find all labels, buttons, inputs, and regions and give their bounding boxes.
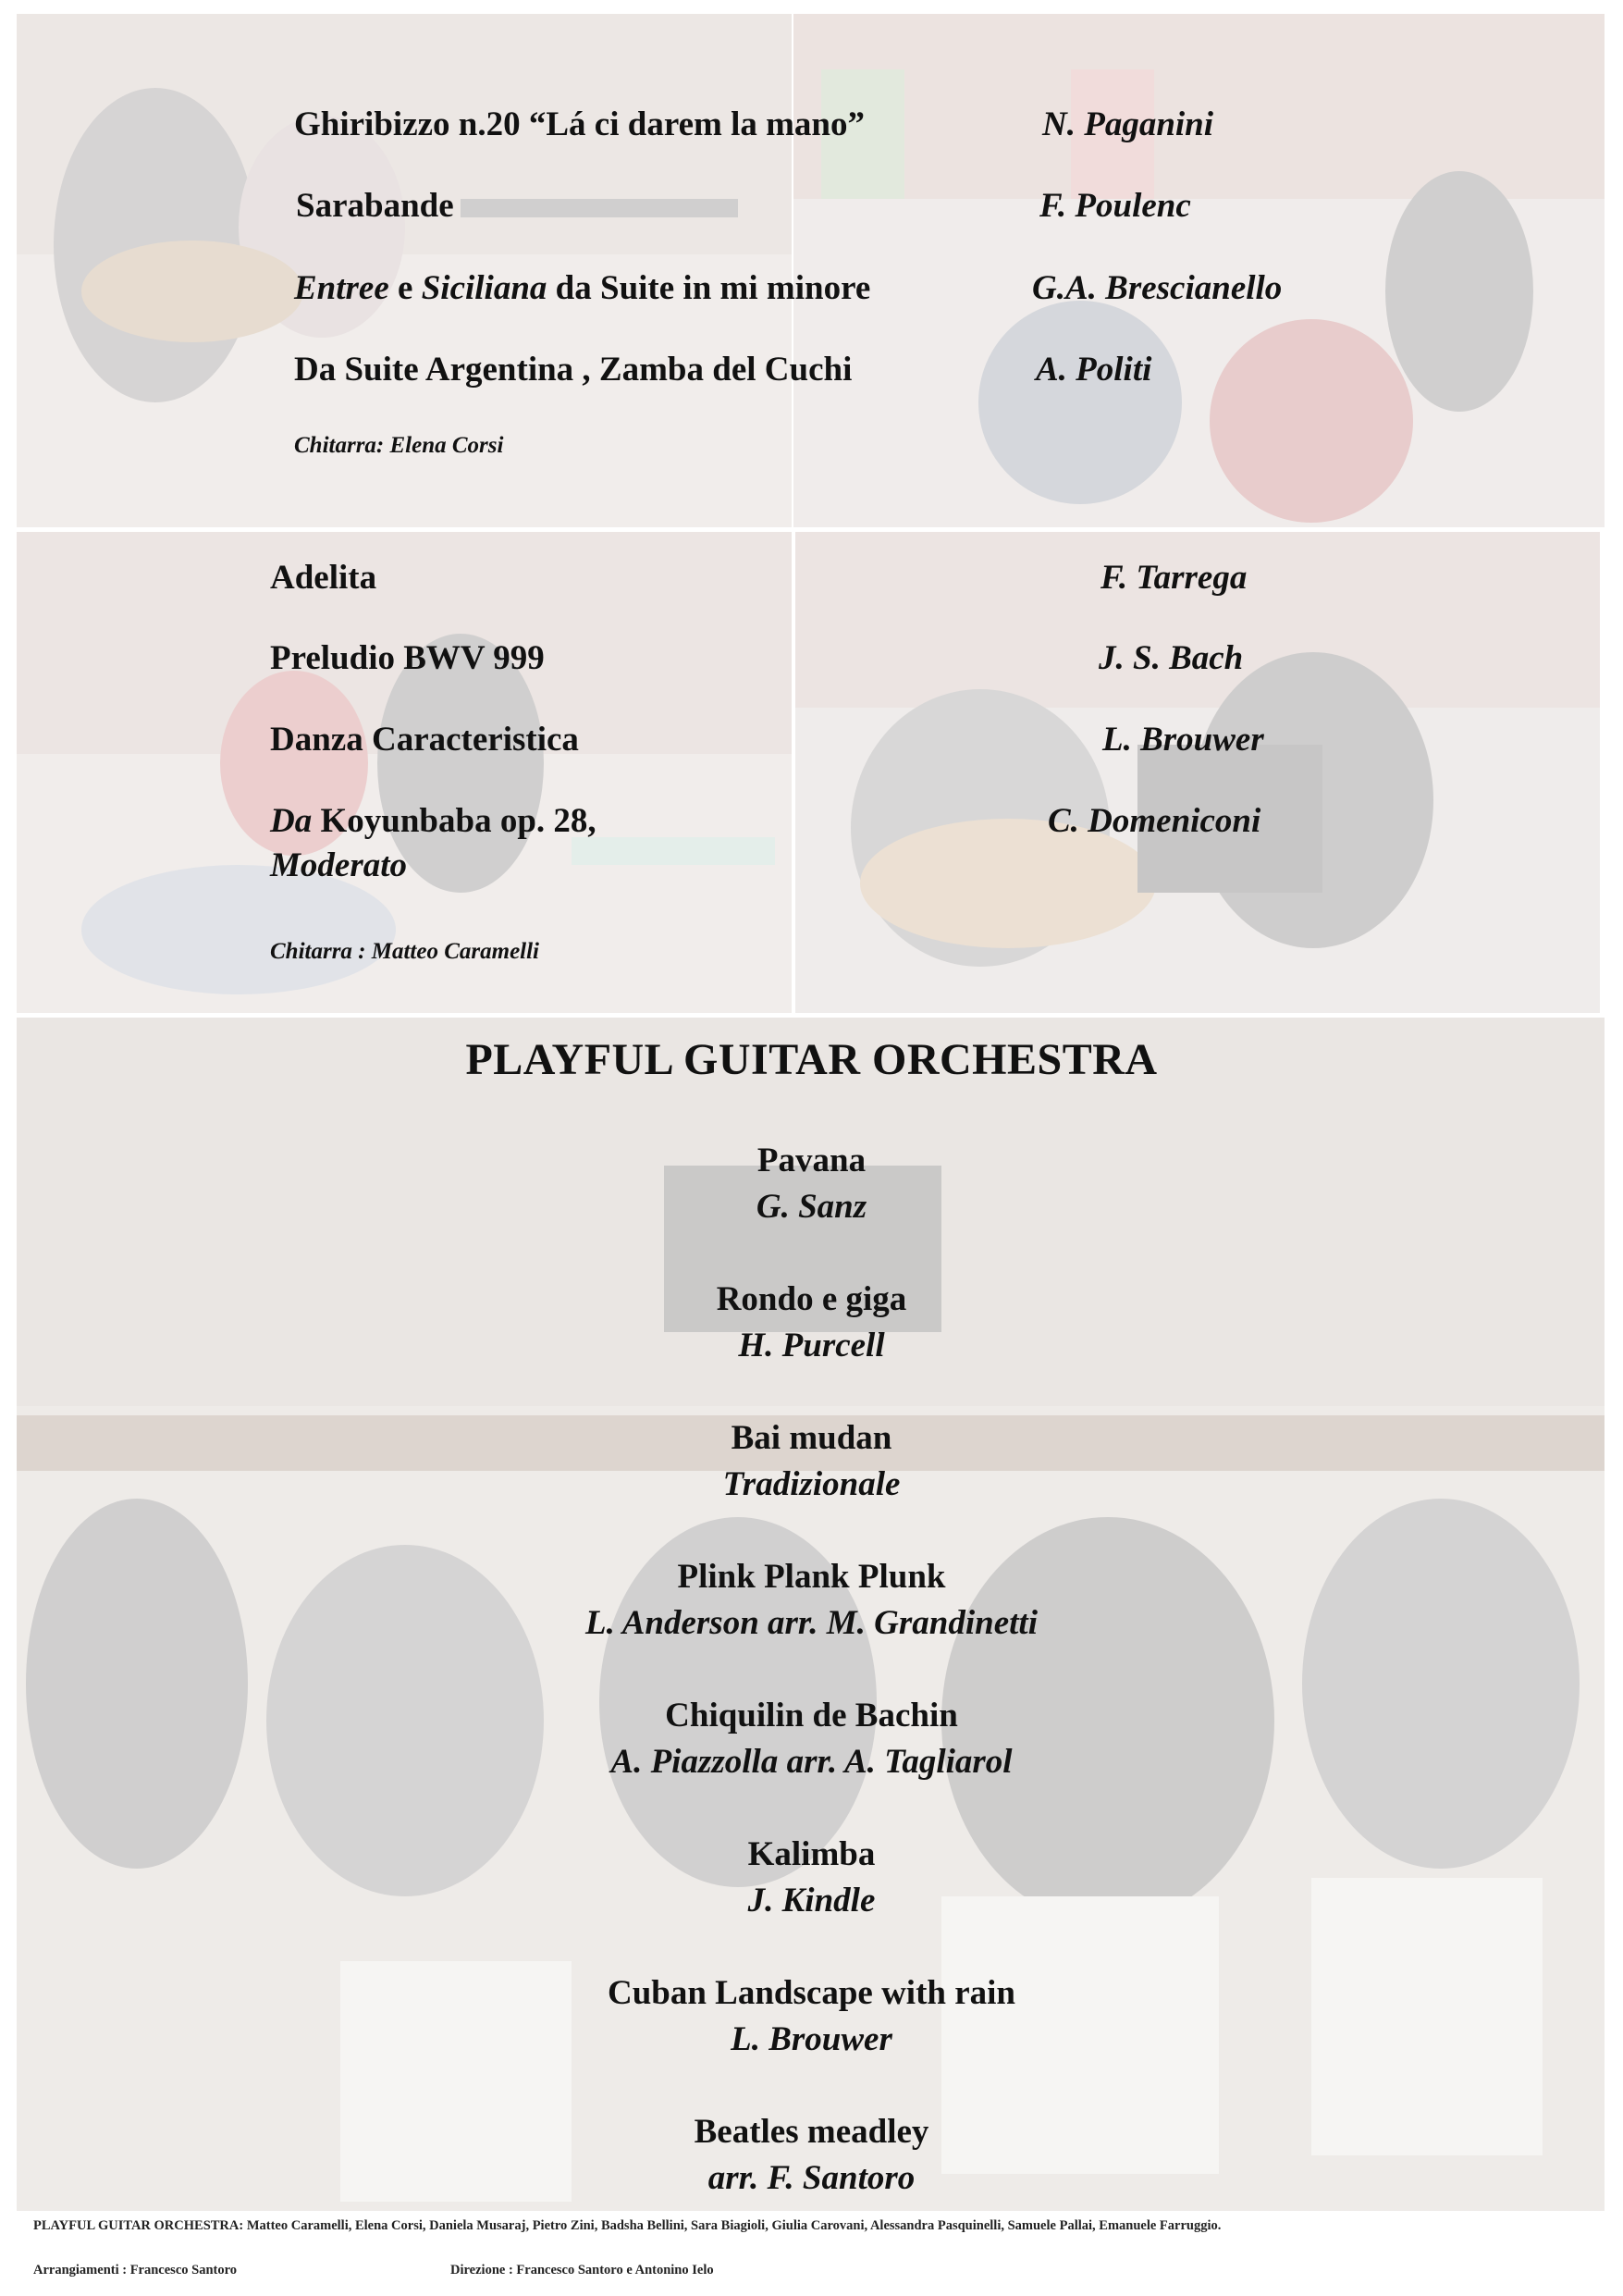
piece-title-part: da Suite in mi minore (547, 269, 871, 307)
piece-title-italic: Da (270, 802, 313, 840)
piece-title-line2: Moderato (270, 846, 407, 884)
piece-title-part: e (388, 269, 422, 307)
piece-title: Bai mudan (731, 1419, 892, 1457)
performer-credit: Chitarra: Elena Corsi (294, 433, 504, 458)
orchestra-title: PLAYFUL GUITAR ORCHESTRA (465, 1035, 1158, 1084)
direction-credit: Direzione : Francesco Santoro e Antonino Ielo (450, 2263, 714, 2277)
piece-title (294, 268, 870, 308)
composer-name: arr. F. Santoro (707, 2159, 916, 2197)
program-item (0, 2109, 1623, 2202)
composer-name: G.A. Brescianello (1032, 269, 1283, 307)
piece-title-part: Koyunbaba op. 28, (312, 802, 596, 840)
composer-name: C. Domeniconi (1048, 802, 1261, 840)
composer-name: A. Piazzolla arr. A. Tagliarol (610, 1743, 1013, 1781)
composer-name: N. Paganini (1042, 105, 1214, 143)
piece-title: Preludio BWV 999 (270, 639, 545, 677)
arrangements-credit: Arrangiamenti : Francesco Santoro (33, 2263, 238, 2277)
piece-title: Chiquilin de Bachin (665, 1697, 958, 1734)
orchestra-members: PLAYFUL GUITAR ORCHESTRA: Matteo Caramelli, Elena Corsi, Daniela Musaraj, Pietro Zini, Badsha Bellini, Sara Biagioli, Giulia Carovani, Alessandra Pasquinelli, Samuele Pallai, Emanuele Farruggio. (33, 2218, 1222, 2233)
piece-title-italic: Entree (294, 269, 389, 307)
program-item (0, 1138, 1623, 1230)
composer-name: J. Kindle (747, 1882, 876, 1920)
piece-title: Adelita (270, 559, 377, 597)
piece-title: Beatles meadley (694, 2113, 929, 2151)
piece-title: Rondo e giga (716, 1280, 907, 1318)
photo-panel-middle-right (795, 532, 1600, 1013)
composer-name: G. Sanz (756, 1188, 867, 1226)
program-item (0, 1415, 1623, 1508)
piece-title-italic: Siciliana (421, 269, 547, 307)
piece-title: Sarabande (296, 187, 454, 225)
program-item (0, 1693, 1623, 1785)
composer-name: L. Anderson arr. M. Grandinetti (584, 1604, 1038, 1642)
composer-name: J. S. Bach (1099, 639, 1244, 677)
piece-title: Pavana (756, 1142, 867, 1179)
piece-title: Cuban Landscape with rain (607, 1974, 1016, 2012)
piece-title (270, 801, 596, 841)
composer-name: L. Brouwer (731, 2020, 892, 2058)
program-item (0, 1970, 1623, 2063)
piece-title: Danza Caracteristica (270, 721, 579, 759)
piece-title: Plink Plank Plunk (677, 1558, 946, 1596)
composer-name: H. Purcell (738, 1327, 885, 1364)
program-item (0, 1277, 1623, 1369)
footer-credits (18, 2211, 1605, 2296)
composer-name: Tradizionale (722, 1465, 901, 1503)
composer-name: F. Tarrega (1100, 559, 1248, 597)
piece-title: Ghiribizzo n.20 “Lá ci darem la mano” (294, 105, 866, 143)
composer-name: L. Brouwer (1102, 721, 1264, 759)
composer-name: F. Poulenc (1039, 187, 1191, 225)
piece-title: Kalimba (747, 1835, 876, 1873)
piece-title: Da Suite Argentina , Zamba del Cuchi (294, 351, 853, 389)
program-item (0, 1554, 1623, 1647)
program-item (0, 1832, 1623, 1924)
performer-credit: Chitarra : Matteo Caramelli (270, 939, 540, 964)
composer-name: A. Politi (1036, 351, 1152, 389)
